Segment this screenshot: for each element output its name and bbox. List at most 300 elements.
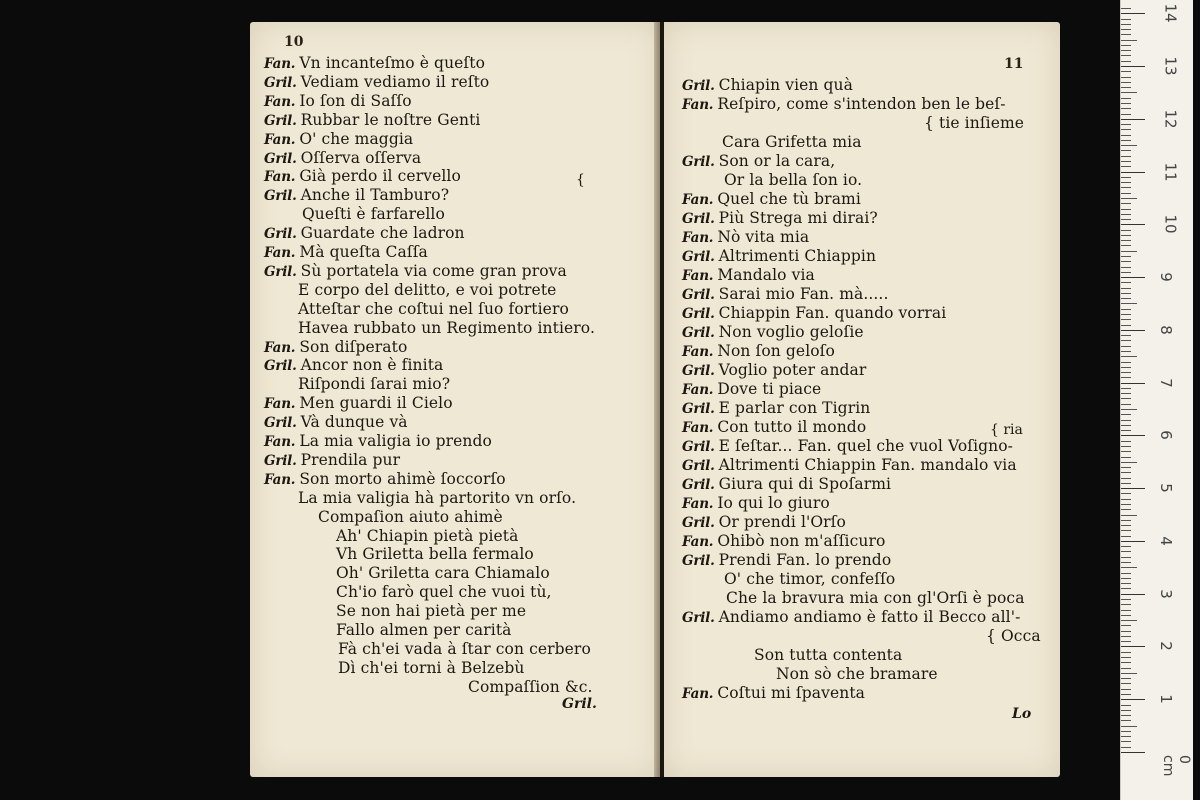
line-text: Vn incanteſmo è queſto (299, 54, 486, 72)
ruler-tick (1121, 673, 1137, 674)
ruler-tick (1121, 694, 1131, 695)
ruler-tick (1121, 668, 1131, 669)
ruler-tick (1121, 493, 1131, 494)
ruler-tick (1121, 515, 1137, 516)
speaker-label: Gril. (682, 458, 715, 474)
ruler-tick (1121, 736, 1131, 737)
right-line (682, 152, 835, 171)
ruler-number: 10 (1161, 214, 1180, 234)
line-text: O' che maggia (299, 129, 414, 148)
line-text: Và dunque và (300, 413, 408, 432)
left-line (298, 375, 450, 393)
line-text: E parlar con Tigrin (718, 399, 871, 417)
ruler-tick (1121, 499, 1131, 500)
ruler-tick (1121, 356, 1137, 357)
ruler-unit-label: 0 cm (1160, 755, 1192, 777)
speaker-label: Fan. (264, 169, 296, 186)
ruler-tick (1121, 509, 1131, 510)
line-text: Mandalo via (717, 266, 815, 284)
ruler-tick (1121, 435, 1145, 436)
line-text: Voglio poter andar (718, 361, 867, 379)
line-text: Queſti è farfarello (302, 205, 445, 224)
right-line (724, 570, 895, 588)
speaker-label: Gril. (682, 306, 715, 322)
ruler-tick (1121, 303, 1137, 304)
line-text: Son diſperato (299, 337, 408, 356)
speaker-label: Fan. (682, 192, 714, 208)
ruler-tick (1121, 388, 1131, 389)
ruler-tick (1121, 409, 1137, 410)
left-line (264, 167, 461, 186)
line-text: { tie inſieme (924, 114, 1025, 132)
speaker-label: Gril. (682, 401, 715, 417)
right-line (682, 76, 853, 95)
left-line (336, 583, 552, 601)
ruler-tick (1121, 230, 1131, 231)
line-text: Giura qui di Spoſarmi (718, 475, 892, 493)
ruler-tick (1121, 472, 1131, 473)
line-text: Ohibò non m'aſſicuro (717, 532, 886, 550)
ruler-tick (1121, 129, 1131, 130)
line-text: Coſtui mi ſpaventa (717, 684, 866, 702)
ruler-tick (1121, 557, 1131, 558)
right-line (682, 608, 1020, 627)
left-line (318, 508, 503, 526)
line-text: Altrimenti Chiappin Fan. mandalo via (718, 456, 1017, 474)
ruler-number: 8 (1156, 325, 1175, 335)
line-text: O' che timor, confeſſo (724, 570, 896, 588)
speaker-label: Gril. (682, 439, 715, 455)
ruler-tick (1121, 209, 1131, 210)
speaker-label: Gril. (264, 358, 297, 375)
left-line (468, 678, 593, 696)
ruler-tick (1121, 583, 1131, 584)
ruler-tick (1121, 267, 1131, 268)
ruler-tick (1121, 588, 1131, 589)
right-line (682, 475, 891, 494)
ruler-number: 14 (1161, 3, 1180, 23)
right-line (682, 418, 866, 437)
ruler-tick (1121, 383, 1145, 384)
line-text: Fà ch'ei vada à ſtar con cerbero (338, 639, 591, 658)
ruler-tick (1121, 114, 1131, 115)
right-line (754, 646, 902, 664)
line-text: La mia valigia hà partorito vn orſo. (298, 488, 577, 507)
ruler-tick (1121, 92, 1137, 93)
ruler-tick (1121, 446, 1131, 447)
ruler-tick (1121, 214, 1131, 215)
ruler-tick (1121, 251, 1137, 252)
line-text: Atteſtar che coſtui nel ſuo fortiero (298, 299, 569, 318)
ruler-tick (1121, 235, 1131, 236)
ruler-tick (1121, 13, 1145, 14)
speaker-label: Gril. (264, 263, 297, 280)
speaker-label: Fan. (682, 268, 714, 284)
right-line (682, 304, 946, 323)
ruler-tick (1121, 504, 1131, 505)
speaker-label: Gril. (682, 154, 715, 170)
speaker-label: Fan. (264, 131, 296, 148)
left-line (298, 300, 569, 318)
ruler-tick (1121, 420, 1131, 421)
speaker-label: Fan. (682, 686, 714, 702)
speaker-label: Fan. (682, 420, 714, 436)
speaker-label: Gril. (264, 188, 297, 205)
right-page (664, 22, 1060, 777)
ruler-tick (1121, 425, 1131, 426)
ruler-tick (1121, 662, 1131, 663)
ruler-tick (1121, 145, 1137, 146)
ruler-tick (1121, 98, 1131, 99)
left-line (264, 394, 453, 413)
left-line (264, 338, 407, 357)
left-line (264, 54, 485, 73)
ruler-tick (1121, 567, 1137, 568)
ruler-tick (1121, 314, 1131, 315)
right-line (724, 171, 862, 189)
right-page-number: 11 (1004, 56, 1024, 72)
speaker-label: Gril. (682, 249, 715, 265)
left-line (264, 92, 412, 111)
ruler-tick (1121, 441, 1131, 442)
ruler-tick (1121, 367, 1131, 368)
ruler-tick (1121, 245, 1131, 246)
line-text: Compaſſion &c. (468, 677, 593, 696)
ruler-tick (1121, 546, 1131, 547)
ruler-tick (1121, 8, 1131, 9)
right-line (722, 133, 862, 151)
ruler-tick (1121, 124, 1131, 125)
right-line (682, 437, 1013, 456)
ruler-tick (1121, 34, 1131, 35)
ruler-tick (1121, 256, 1131, 257)
speaker-label: Gril. (682, 325, 715, 341)
ruler-tick (1121, 689, 1131, 690)
right-side-mark: { ria (990, 422, 1023, 438)
ruler-tick (1121, 166, 1131, 167)
ruler-tick (1121, 119, 1145, 120)
right-line (682, 380, 821, 399)
left-line (264, 243, 428, 262)
ruler-tick (1121, 467, 1131, 468)
speaker-label: Fan. (682, 496, 714, 512)
ruler-tick (1121, 652, 1131, 653)
speaker-label: Gril. (682, 211, 715, 227)
ruler-tick (1121, 414, 1131, 415)
ruler-tick (1121, 40, 1137, 41)
line-text: Altrimenti Chiappin (718, 247, 877, 265)
ruler-number: 2 (1156, 641, 1175, 652)
line-text: Prendi Fan. lo prendo (718, 551, 892, 569)
right-line (986, 627, 1041, 645)
ruler-tick (1121, 683, 1131, 684)
line-text: Sù portatela via come gran prova (300, 261, 567, 280)
ruler-tick (1121, 172, 1145, 173)
ruler-tick (1121, 150, 1131, 151)
ruler-tick (1121, 261, 1131, 262)
ruler-tick (1121, 272, 1131, 273)
ruler-tick (1121, 457, 1131, 458)
ruler-tick (1121, 71, 1131, 72)
ruler-tick (1121, 61, 1131, 62)
ruler-tick (1121, 19, 1131, 20)
ruler-tick (1121, 135, 1131, 136)
left-line (264, 413, 408, 432)
left-line (264, 262, 567, 281)
speaker-label: Gril. (264, 74, 297, 91)
speaker-label: Fan. (682, 534, 714, 550)
right-line (682, 209, 878, 228)
line-text: Ah' Chiapin pietà pietà (336, 526, 519, 545)
right-line (682, 266, 815, 285)
ruler-tick (1121, 203, 1131, 204)
speaker-label: Fan. (264, 339, 296, 356)
left-line (264, 432, 492, 451)
ruler-tick (1121, 103, 1131, 104)
ruler-tick (1121, 298, 1131, 299)
ruler-tick (1121, 478, 1131, 479)
speaker-label: Gril. (682, 287, 715, 303)
ruler-tick (1121, 198, 1137, 199)
line-text: Nò vita mia (717, 228, 810, 246)
ruler-number: 9 (1156, 272, 1175, 282)
line-text: Io qui lo giuro (717, 494, 830, 512)
left-line (264, 356, 443, 375)
ruler-tick (1121, 404, 1131, 405)
ruler-tick (1121, 309, 1131, 310)
ruler-number: 5 (1156, 483, 1175, 493)
ruler-tick (1121, 187, 1131, 188)
ruler-tick (1121, 87, 1131, 88)
line-text: Compaſion aiuto ahimè (318, 507, 503, 526)
ruler-number: 3 (1156, 588, 1175, 599)
line-text: Cara Grifetta mia (722, 133, 862, 151)
line-text: Guardate che ladron (300, 224, 465, 243)
speaker-label: Fan. (682, 230, 714, 246)
ruler-tick (1121, 699, 1145, 700)
speaker-label: Gril. (682, 610, 715, 626)
line-text: Riſpondi ſarai mio? (298, 375, 451, 394)
line-text: Non voglio geloſie (718, 323, 864, 341)
line-text: Reſpiro, come s'intendon ben le beſ- (717, 95, 1006, 113)
left-catchword: Gril. (562, 696, 597, 712)
left-line (336, 545, 534, 563)
ruler-tick (1121, 351, 1131, 352)
line-text: Se non hai pietà per me (336, 602, 527, 621)
line-text: { Occa (986, 627, 1041, 645)
ruler-tick (1121, 530, 1131, 531)
left-line (264, 224, 465, 243)
ruler-tick (1121, 372, 1131, 373)
line-text: Or la bella ſon io. (724, 171, 863, 189)
line-text: Non sò che bramare (776, 665, 938, 683)
right-line (726, 589, 1025, 607)
speaker-label: Fan. (264, 434, 296, 450)
line-text: Ancor non è finita (300, 356, 444, 375)
ruler-tick (1121, 705, 1131, 706)
right-line (682, 456, 1017, 475)
right-line (682, 532, 885, 551)
ruler-tick (1121, 451, 1131, 452)
line-text: Chiapin vien quà (718, 76, 853, 94)
ruler-tick (1121, 45, 1131, 46)
speaker-label: Gril. (264, 150, 297, 167)
speaker-label: Fan. (682, 344, 714, 360)
ruler-tick (1121, 346, 1131, 347)
line-text: Son tutta contenta (754, 646, 903, 664)
ruler-number: 6 (1156, 430, 1175, 441)
speaker-label: Fan. (264, 471, 296, 488)
ruler-tick (1121, 224, 1145, 225)
right-line (682, 323, 864, 342)
line-text: Oſſerva oſſerva (300, 148, 422, 167)
line-text: Quel che tù brami (717, 190, 861, 208)
line-text: Chiappin Fan. quando vorrai (718, 304, 947, 322)
ruler-tick (1121, 430, 1131, 431)
ruler-tick (1121, 536, 1131, 537)
left-line (264, 73, 489, 92)
line-text: Prendila pur (300, 450, 401, 469)
speaker-label: Fan. (682, 97, 714, 113)
right-line (924, 114, 1024, 132)
ruler-tick (1121, 752, 1145, 753)
left-line (336, 564, 550, 582)
left-line (264, 130, 413, 149)
line-text: Dove ti piace (717, 380, 822, 398)
speaker-label: Gril. (264, 112, 297, 129)
ruler-number: 1 (1156, 694, 1175, 704)
ruler-tick (1121, 562, 1131, 563)
right-line (682, 551, 891, 570)
ruler-tick (1121, 483, 1131, 484)
left-line (298, 319, 595, 337)
ruler-tick (1121, 277, 1145, 278)
speaker-label: Gril. (682, 553, 715, 569)
ruler-number: 12 (1161, 109, 1180, 129)
ruler-tick (1121, 156, 1131, 157)
line-text: Men guardi il Cielo (299, 394, 453, 413)
line-text: Che la bravura mia con gl'Orſi è poca (726, 589, 1025, 607)
ruler-tick (1121, 720, 1131, 721)
speaker-label: Gril. (264, 226, 297, 243)
right-line (682, 684, 865, 703)
line-text: Ch'io farò quel che vuoi tù, (336, 583, 552, 602)
ruler-tick (1121, 362, 1131, 363)
line-text: Dì ch'ei torni à Belzebù (338, 658, 525, 677)
ruler-tick (1121, 710, 1131, 711)
left-line (302, 205, 445, 223)
line-text: Rubbar le noſtre Genti (300, 110, 481, 129)
left-line (264, 451, 400, 470)
line-text: Anche il Tamburo? (300, 186, 450, 205)
left-line (338, 659, 524, 677)
ruler-tick (1121, 50, 1131, 51)
ruler-tick (1121, 319, 1131, 320)
right-line (682, 228, 809, 247)
left-line (336, 527, 518, 545)
ruler-number: 4 (1156, 536, 1175, 546)
line-text: Andiamo andiamo è fatto il Becco all'- (718, 608, 1021, 626)
ruler-tick (1121, 599, 1131, 600)
line-text: Sarai mio Fan. mà..... (718, 285, 889, 303)
ruler-tick (1121, 340, 1131, 341)
ruler-tick (1121, 578, 1131, 579)
left-line (338, 640, 591, 658)
line-text: Vh Griletta bella fermalo (336, 545, 534, 564)
ruler-tick (1121, 82, 1131, 83)
ruler-tick (1121, 335, 1131, 336)
line-text: Io ſon di Saſſo (299, 91, 412, 110)
ruler-number: 7 (1156, 377, 1175, 388)
ruler-tick (1121, 741, 1131, 742)
ruler-tick (1121, 594, 1145, 595)
ruler-number: 13 (1161, 56, 1180, 76)
left-page-number: 10 (284, 34, 304, 50)
speaker-label: Fan. (264, 245, 296, 261)
ruler-tick (1121, 293, 1131, 294)
left-side-mark: { (576, 172, 585, 188)
line-text: Mà queſta Caſſa (299, 243, 428, 261)
ruler-tick (1121, 615, 1131, 616)
right-line (776, 665, 938, 683)
ruler-tick (1121, 325, 1131, 326)
right-line (682, 513, 846, 532)
line-text: Vediam vediamo il reſto (300, 72, 490, 91)
right-line (682, 361, 866, 380)
left-line (264, 149, 421, 168)
ruler-tick (1121, 161, 1131, 162)
line-text: La mia valigia io prendo (299, 432, 492, 450)
speaker-label: Gril. (682, 515, 715, 531)
ruler-tick (1121, 573, 1131, 574)
ruler-tick (1121, 29, 1131, 30)
line-text: Fallo almen per carità (336, 621, 512, 639)
ruler-tick (1121, 55, 1131, 56)
ruler-number: 11 (1161, 162, 1180, 182)
right-line (682, 95, 1006, 114)
right-catchword: Lo (1012, 706, 1032, 722)
ruler-tick (1121, 620, 1137, 621)
right-line (682, 342, 835, 361)
line-text: Non ſon geloſo (717, 342, 835, 360)
ruler-tick (1121, 551, 1131, 552)
ruler-tick (1121, 625, 1131, 626)
right-line (682, 285, 888, 304)
left-line (264, 470, 506, 489)
right-line (682, 247, 876, 266)
right-line (682, 190, 861, 209)
ruler-tick (1121, 24, 1131, 25)
ruler-tick (1121, 747, 1131, 748)
ruler-tick (1121, 108, 1131, 109)
ruler-tick (1121, 193, 1131, 194)
speaker-label: Fan. (682, 382, 714, 398)
speaker-label: Gril. (682, 363, 715, 379)
left-line (336, 621, 512, 639)
ruler-tick (1121, 282, 1131, 283)
line-text: Son morto ahimè ſoccorſo (299, 469, 506, 488)
ruler-tick (1121, 330, 1145, 331)
ruler-tick (1121, 488, 1145, 489)
ruler-tick (1121, 182, 1131, 183)
ruler-tick (1121, 610, 1131, 611)
line-text: Oh' Griletta cara Chiamalo (336, 564, 550, 583)
ruler-tick (1121, 525, 1131, 526)
ruler-tick (1121, 715, 1131, 716)
left-line (298, 281, 556, 299)
ruler-tick (1121, 604, 1131, 605)
left-page (250, 22, 660, 777)
